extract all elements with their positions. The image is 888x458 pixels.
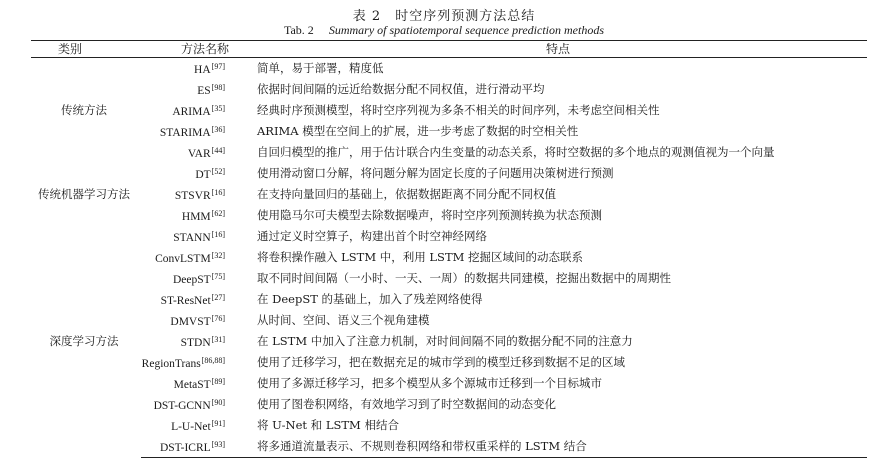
- method-name: ST-ResNet: [160, 295, 211, 307]
- header-feature: 特点: [249, 41, 867, 58]
- table-row: [31, 310, 867, 331]
- method-reference: [76]: [211, 314, 225, 323]
- method-cell: [141, 79, 249, 100]
- category-cell: 深度学习方法: [49, 334, 119, 349]
- feature-cell: 将卷积操作融入 LSTM 中，利用 LSTM 挖掘区域间的动态联系: [257, 250, 584, 264]
- feature-cell: 经典时序预测模型，将时空序列视为多条不相关的时间序列，未考虑空间相关性: [257, 103, 660, 117]
- table-row: [31, 205, 867, 226]
- feature-cell: 使用滑动窗口分解，将问题分解为固定长度的子问题用决策树进行预测: [257, 166, 614, 180]
- method-reference: [27]: [211, 293, 225, 302]
- method-cell: [141, 289, 249, 310]
- method-reference: [35]: [211, 104, 225, 113]
- method-cell: [141, 247, 249, 268]
- method-cell: [141, 373, 249, 394]
- method-reference: [91]: [211, 419, 225, 428]
- feature-cell: 在 DeepST 的基础上，加入了残差网络使得: [257, 292, 483, 306]
- method-reference: [98]: [211, 83, 225, 92]
- category-cell: 传统方法: [61, 103, 107, 117]
- method-cell: [141, 310, 249, 331]
- feature-cell: 将多通道流量表示、不规则卷积网络和带权重采样的 LSTM 结合: [249, 436, 867, 458]
- feature-cell: 从时间、空间、语义三个视角建模: [257, 313, 430, 327]
- table-row: [31, 58, 867, 80]
- method-cell: [141, 163, 249, 184]
- method-reference: [62]: [211, 209, 225, 218]
- feature-cell: 使用了迁移学习，把在数据充足的城市学到的模型迁移到数据不足的区域: [257, 355, 625, 369]
- feature-cell: 将 U-Net 和 LSTM 相结合: [257, 418, 399, 432]
- method-name: L-U-Net: [171, 421, 211, 433]
- method-cell: [141, 100, 249, 121]
- table-row: [31, 289, 867, 310]
- feature-cell: 使用了多源迁移学习，把多个模型从多个源城市迁移到一个目标城市: [257, 376, 602, 390]
- method-reference: [16]: [211, 188, 225, 197]
- method-name: VAR: [187, 148, 211, 160]
- feature-cell: 简单，易于部署，精度低: [257, 61, 384, 75]
- method-reference: [89]: [211, 377, 225, 386]
- method-name: ES: [197, 85, 211, 97]
- table-row: [31, 184, 867, 205]
- table-caption-text: Summary of spatiotemporal sequence prediction methods: [328, 23, 604, 37]
- feature-cell: 通过定义时空算子，构建出首个时空神经网络: [257, 229, 487, 243]
- method-reference: [52]: [211, 167, 225, 176]
- method-cell: [141, 184, 249, 205]
- table-header-row: [31, 41, 867, 58]
- table-row: [31, 121, 867, 142]
- method-reference: [90]: [211, 398, 225, 407]
- method-reference: [75]: [211, 272, 225, 281]
- header-method: 方法名称: [141, 41, 249, 58]
- method-reference: [32]: [211, 251, 225, 260]
- method-name: DeepST: [172, 274, 211, 286]
- method-name: HMM: [181, 211, 211, 223]
- method-cell: [141, 121, 249, 142]
- table-row: [31, 226, 867, 247]
- method-name: ARIMA: [172, 106, 211, 118]
- feature-cell: 在 LSTM 中加入了注意力机制，对时间间隔不同的数据分配不同的注意力: [257, 334, 633, 348]
- method-reference: [93]: [211, 440, 225, 449]
- feature-cell: 取不同时间间隔（一小时、一天、一周）的数据共同建模，挖掘出数据中的周期性: [257, 271, 671, 285]
- header-category: 类别: [31, 41, 141, 58]
- method-cell: [141, 268, 249, 289]
- table-row: [31, 268, 867, 289]
- method-name: STANN: [173, 232, 211, 244]
- method-reference: [44]: [211, 146, 225, 155]
- method-cell: [141, 142, 249, 163]
- method-name: STDN: [180, 337, 211, 349]
- method-name: RegionTrans: [141, 358, 201, 370]
- method-cell: [141, 352, 249, 373]
- table-caption-cn: 表 2 时空序列预测方法总结: [352, 9, 536, 24]
- method-cell: [141, 226, 249, 247]
- table-row: [31, 142, 867, 163]
- method-cell: [141, 394, 249, 415]
- method-name: HA: [194, 64, 211, 76]
- table-row: [31, 331, 867, 352]
- table-row: [31, 352, 867, 373]
- method-name: DMVST: [170, 316, 211, 328]
- method-cell: [141, 331, 249, 352]
- method-reference: [31]: [211, 335, 225, 344]
- method-reference: [36]: [211, 125, 225, 134]
- method-name: STSVR: [174, 190, 211, 202]
- feature-cell: 在支持向量回归的基础上，依据数据距离不同分配不同权值: [257, 187, 556, 201]
- method-name: DT: [195, 169, 211, 181]
- method-name: MetaST: [173, 379, 211, 391]
- feature-cell: 使用了图卷积网络，有效地学习到了时空数据间的动态变化: [257, 397, 556, 411]
- method-cell: [141, 58, 249, 80]
- method-reference: [86,88]: [201, 356, 225, 365]
- table-row: [31, 79, 867, 100]
- feature-cell: 依据时间间隔的远近给数据分配不同权值，进行滑动平均: [257, 82, 545, 96]
- feature-cell: 使用隐马尔可夫模型去除数据噪声，将时空序列预测转换为状态预测: [257, 208, 602, 222]
- category-cell: 传统机器学习方法: [38, 187, 130, 201]
- method-reference: [16]: [211, 230, 225, 239]
- table-body: [31, 58, 867, 458]
- table-row: [31, 247, 867, 268]
- method-name: STARIMA: [159, 127, 211, 139]
- method-name: DST-ICRL: [159, 442, 211, 454]
- table-caption-label: Tab. 2: [283, 23, 314, 37]
- method-reference: [97]: [211, 62, 225, 71]
- methods-summary-table: [31, 40, 867, 458]
- table-row: [31, 394, 867, 415]
- table-caption-en: [0, 23, 888, 38]
- table-row: [31, 373, 867, 394]
- feature-cell: 自回归模型的推广，用于估计联合内生变量的动态关系，将时空数据的多个地点的观测值视为一个向量: [257, 145, 775, 159]
- method-cell: [141, 436, 249, 458]
- table-row: [31, 163, 867, 184]
- method-name: DST-GCNN: [153, 400, 211, 412]
- method-cell: [141, 205, 249, 226]
- table-row: [31, 100, 867, 121]
- method-name: ConvLSTM: [155, 253, 211, 265]
- table-row: [31, 436, 867, 458]
- feature-cell: ARIMA 模型在空间上的扩展，进一步考虑了数据的时空相关性: [257, 124, 579, 138]
